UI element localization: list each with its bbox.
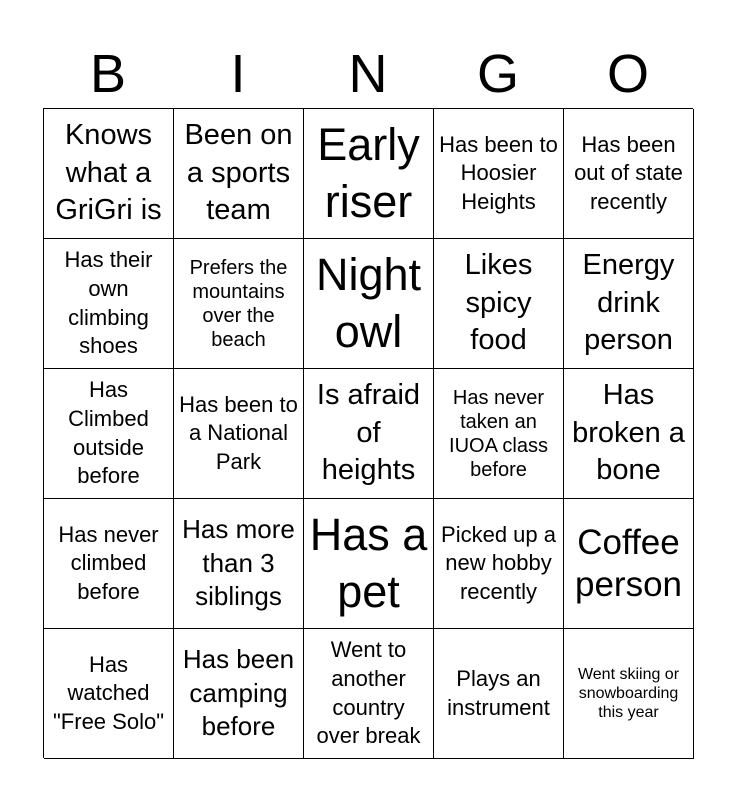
bingo-cell[interactable] [44,109,174,239]
bingo-cell-text: Went to another country over break [316,637,421,749]
bingo-header [43,40,693,108]
bingo-cell[interactable] [44,629,174,759]
bingo-cell[interactable] [304,499,434,629]
bingo-cell-text: Knows what a GriGri is [55,118,162,227]
bingo-cell[interactable] [304,239,434,369]
bingo-cell-text: Plays an instrument [447,665,550,720]
bingo-cell-text: Has been out of state recently [574,131,683,214]
bingo-cell-text: Has never climbed before [58,521,159,604]
bingo-cell-text: Has broken a bone [572,378,685,487]
bingo-cell-text: Prefers the mountains over the beach [189,256,288,351]
bingo-cell-text: Has Climbed outside before [68,377,149,489]
bingo-cell[interactable] [564,499,694,629]
bingo-cell[interactable] [174,629,304,759]
bingo-cell[interactable] [434,239,564,369]
bingo-cell-text: Went skiing or snowboarding this year [577,665,680,722]
bingo-cell[interactable] [434,369,564,499]
bingo-cell[interactable] [564,239,694,369]
bingo-cell-text: Been on a sports team [184,118,293,227]
bingo-cell[interactable] [564,629,694,759]
header-letter-n: N [348,44,388,104]
bingo-cell[interactable] [44,369,174,499]
bingo-cell[interactable] [564,109,694,239]
bingo-cell[interactable] [174,109,304,239]
bingo-cell-text: Picked up a new hobby recently [441,521,556,604]
bingo-cell-text: Has more than 3 siblings [182,513,295,612]
bingo-cell-text: Has never taken an IUOA class before [449,386,548,481]
bingo-cell[interactable] [304,109,434,239]
bingo-cell[interactable] [304,629,434,759]
bingo-cell-text: Has been to a National Park [179,391,298,474]
bingo-cell[interactable] [174,499,304,629]
header-letter-b: B [89,44,127,104]
bingo-cell-text: Coffee person [574,522,683,604]
bingo-cell[interactable] [174,369,304,499]
bingo-cell-text: Has been camping before [182,643,295,742]
bingo-cell-text: Has a pet [309,509,428,617]
header-letter-i: I [230,44,246,104]
bingo-cell[interactable] [44,239,174,369]
header-letter-o: O [606,44,649,104]
bingo-cell[interactable] [434,109,564,239]
bingo-cell-text: Energy drink person [582,248,675,357]
bingo-cell[interactable] [44,499,174,629]
bingo-cell[interactable] [304,369,434,499]
bingo-cell-text: Has their own climbing shoes [64,247,153,359]
bingo-cell[interactable] [174,239,304,369]
header-letter-g: G [476,44,519,104]
bingo-cell-text: Early riser [317,119,420,227]
bingo-cell-text: Has been to Hoosier Heights [439,131,558,214]
bingo-cell-text: Is afraid of heights [316,378,421,487]
bingo-cell-text: Night owl [315,249,422,357]
bingo-cell[interactable] [564,369,694,499]
bingo-cell[interactable] [434,499,564,629]
bingo-cell-text: Has watched "Free Solo" [53,651,164,734]
bingo-cell[interactable] [434,629,564,759]
bingo-board [43,108,693,758]
bingo-cell-text: Likes spicy food [464,248,533,357]
